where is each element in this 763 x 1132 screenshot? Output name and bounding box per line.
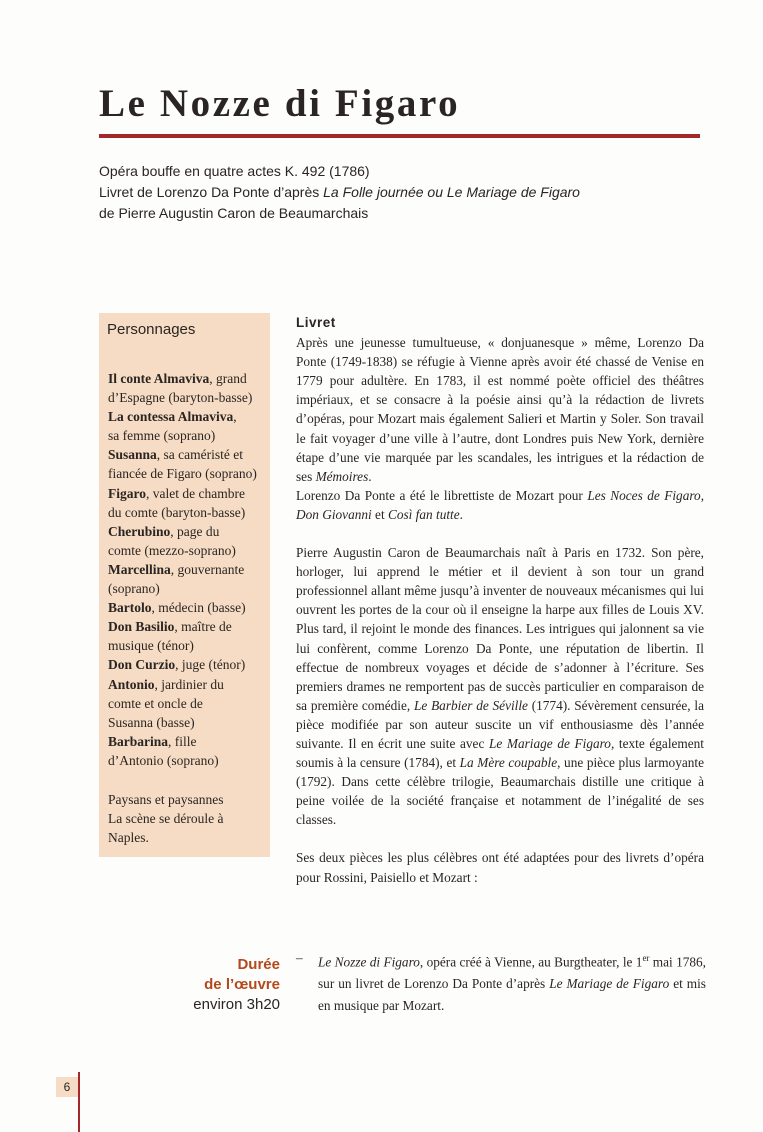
character-description: , page du [170,523,220,539]
p2-text-c: , texte également soumis à la censure (1784), et [296,735,705,771]
character-description: , valet de chambre [146,485,245,501]
character-name: Figaro [108,485,146,501]
work-italic-2: Le Mariage de Figaro [549,976,670,992]
p2-text-b: (1774). Sévèrement censurée, la pièce modifiée par son auteur suscite un vif enthousiasme dès l’année suivante. Il en écrit une suite avec [296,697,704,751]
p1b-italic-2: Don Giovanni [296,506,372,522]
page-title: Le Nozze di Figaro [99,82,461,125]
p2-text-d: , une pièce plus larmoyante (1792). Dans cette célèbre trilogie, Beaumarchais distille une critique à peine voilée de la société française et notamment de l’inégalité de ses classes. [296,755,704,828]
duration-label-1: Durée [237,956,280,973]
livret-section [296,313,704,887]
character-name: Marcellina [108,561,171,577]
subtitle-line-2-italic: La Folle journée ou Le Mariage de Figaro [323,184,580,200]
character-line [108,407,268,426]
setting-line: Naples. [108,830,149,846]
p2-italic-2: Le Mariage de Figaro [488,735,611,751]
character-line [108,541,268,560]
character-line [108,464,268,483]
livret-paragraph-1b [296,486,704,524]
list-dash: – [296,950,303,965]
character-description: Susanna (basse) [108,714,195,730]
character-description: musique (ténor) [108,638,194,654]
p1b-text: Lorenzo Da Ponte a été le librettiste de Mozart pour [296,487,588,503]
p1b-italic-1: Les Noces de Figaro [587,487,701,503]
character-line [108,484,268,503]
work-text-b: mai 1786, sur un livret de Lorenzo Da Ponte d’après [318,954,707,992]
character-name: Don Curzio [108,657,176,673]
duration-block [150,955,280,1015]
character-description: comte (mezzo-soprano) [108,542,236,558]
work-text-c: et mis en musique par Mozart. [318,976,706,1014]
p1-end: . [368,468,372,484]
character-line [108,445,268,464]
character-description: sa femme (soprano) [108,428,216,444]
character-description: du comte (baryton-basse) [108,504,246,520]
character-line [108,694,268,713]
setting-line: La scène se déroule à [108,811,224,827]
p1b-sep: , [700,487,705,503]
character-description: , gouvernante [170,561,245,577]
character-name: Bartolo [108,600,152,616]
character-name: Cherubino [108,523,171,539]
character-line [108,560,268,579]
work-text-a: , opéra créé à Vienne, au Burgtheater, le 1 [419,954,643,970]
character-description: d’Antonio (soprano) [108,752,219,768]
character-line [108,636,268,655]
character-name: Antonio [108,676,155,692]
character-description: fiancée de Figaro (soprano) [108,466,257,482]
character-name: La contessa Almaviva [108,409,234,425]
character-description: (soprano) [108,581,160,597]
character-name: Don Basilio [108,619,175,635]
subtitle-line-2 [99,182,719,203]
character-description: , maître de [174,619,232,635]
character-line [108,751,268,770]
cast-gap [108,770,268,790]
character-description: , sa caméristé et [156,447,244,463]
setting-line: Paysans et paysannes [108,791,224,807]
subtitle-line-2-prefix: Livret de Lorenzo Da Ponte d’après [99,184,324,200]
subtitle-line-3: de Pierre Augustin Caron de Beaumarchais [99,205,369,221]
characters-heading: Personnages [107,321,196,338]
p2-text-a: Pierre Augustin Caron de Beaumarchais naît à Paris en 1732. Son père, horloger, lui apprend le métier et il devient à son tour un grand professionnel allant même jusqu’à inventer de nouveaux mécanismes qui lui ouvrent les portes de la cour où il enseigne la harpe aux filles de Louis XV. Plus tard, il rejoint le monde des finances. Les intrigues qui jalonnent sa vie lui confèrent, comme Lorenzo Da Ponte, une réputation de libertin. Il effectue de nombreux voyages et décide de s’adonner à l’écriture. Ses premiers drames ne remportent pas de succès particulier en comparaison de sa première comédie, [296,545,704,713]
character-name: Il conte Almaviva [108,371,210,386]
character-line [108,675,268,694]
character-name: Susanna [108,447,157,463]
duration-value: environ 3h20 [193,996,280,1013]
character-line [108,388,268,407]
work-sup: er [642,953,650,963]
character-line [108,732,268,751]
page-margin-line [78,1072,80,1132]
p2-italic-1: Le Barbier de Séville [414,697,528,713]
character-description: , [233,409,237,425]
cast-list [108,369,268,847]
character-line [108,369,268,388]
character-description: , grand [209,371,247,386]
character-description: d’Espagne (baryton-basse) [108,390,253,406]
livret-paragraph-3: Ses deux pièces les plus célèbres ont été adaptées pour des livrets d’opéra pour Rossini, Paisiello et Mozart : [296,850,704,885]
character-description: comte et oncle de [108,695,203,711]
character-line [108,426,268,445]
character-name: Barbarina [108,733,169,749]
character-line [108,579,268,598]
character-description: , fille [168,733,197,749]
character-line [108,598,268,617]
character-description: , juge (ténor) [175,657,246,673]
duration-label-2: de l’œuvre [204,976,280,993]
character-description: , médecin (basse) [151,600,246,616]
character-line [108,655,268,674]
p1-text: Après une jeunesse tumultueuse, « donjuanesque » même, Lorenzo Da Ponte (1749-1838) se réfugie à Vienne après avoir été chassé de Venise en 1779 pour adultère. En 1783, il est nommé poète officiel des théâtres impériaux, et se consacre à la poésie ainsi qu’à la rédaction de livrets d’opéras, pour Mozart mais également Salieri et Martin y Soler. Son travail le fait voyager d’une ville à l’autre, dont Londres puis New York, dernière étape d’une vie marquée par les scandales, les intrigues et la rédaction de ses [296,335,704,484]
character-line [108,522,268,541]
p1-italic: Mémoires [315,468,369,484]
character-line [108,617,268,636]
livret-paragraph-2 [296,543,704,829]
opera-list-text [318,947,706,1017]
work-italic-1: Le Nozze di Figaro [318,954,420,970]
p1b-italic-3: Così fan tutte [387,506,460,522]
p1b-end: . [459,506,463,522]
opera-subtitle [99,161,719,224]
livret-paragraph-1 [296,333,704,486]
character-line [108,503,268,522]
page-number: 6 [56,1077,78,1097]
character-description: , jardinier du [154,676,224,692]
opera-list-item [296,947,706,1017]
livret-heading: Livret [296,315,336,330]
title-rule [99,134,700,138]
subtitle-line-1: Opéra bouffe en quatre actes K. 492 (1786) [99,163,370,179]
p1b-and: et [371,506,388,522]
p2-italic-3: La Mère coupable [459,755,558,771]
character-line [108,713,268,732]
